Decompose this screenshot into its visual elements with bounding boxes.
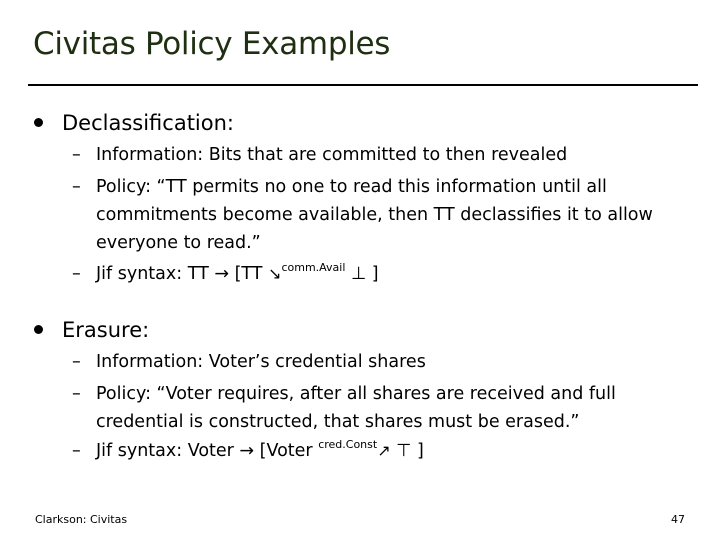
dash: –: [72, 384, 81, 404]
sub-item: [72, 260, 696, 290]
title-divider: [28, 84, 698, 86]
sub-item: [72, 437, 696, 467]
footer-source: Clarkson: Civitas: [35, 513, 128, 526]
sub-item: [72, 380, 696, 436]
jif-prefix: Jif syntax: TT → [TT: [96, 264, 269, 284]
northeast-arrow-icon: ↗: [377, 441, 391, 460]
sub-item: [72, 173, 696, 257]
slide-title: Civitas Policy Examples: [33, 26, 391, 62]
sub-item-text: Information: Bits that are committed to then revealed: [96, 145, 568, 165]
sub-item: [72, 141, 696, 169]
jif-syntax-line: [96, 437, 696, 467]
dash: –: [72, 264, 81, 284]
dash: –: [72, 177, 81, 197]
sub-item-text: Policy: “Voter requires, after all shares are received and full credential is constructed, that shares must be erased.”: [96, 384, 616, 432]
page-number: 47: [671, 513, 685, 526]
bullet-declassification: [34, 110, 234, 136]
jif-syntax-line: [96, 260, 696, 290]
dash: –: [72, 352, 81, 372]
dash: –: [72, 145, 81, 165]
jif-suffix: ⊤ ]: [390, 441, 424, 461]
jif-superscript: cred.Const: [318, 438, 378, 451]
bullet-heading: Declassification:: [62, 111, 234, 135]
dash: –: [72, 441, 81, 461]
jif-prefix: Jif syntax: Voter → [Voter: [96, 441, 319, 461]
bullet-dot: [34, 325, 43, 334]
sub-item-text: Policy: “TT permits no one to read this information until all commitments become available, then TT declassifies it to allow everyone to read.”: [96, 177, 653, 253]
sub-item: [72, 348, 696, 376]
jif-superscript: comm.Avail: [281, 261, 346, 274]
bullet-heading: Erasure:: [62, 318, 150, 342]
sub-item-text: Information: Voter’s credential shares: [96, 352, 426, 372]
jif-suffix: ⊥ ]: [345, 264, 379, 284]
bullet-erasure: [34, 317, 149, 343]
southeast-arrow-icon: ↘: [268, 264, 282, 283]
bullet-dot: [34, 118, 43, 127]
